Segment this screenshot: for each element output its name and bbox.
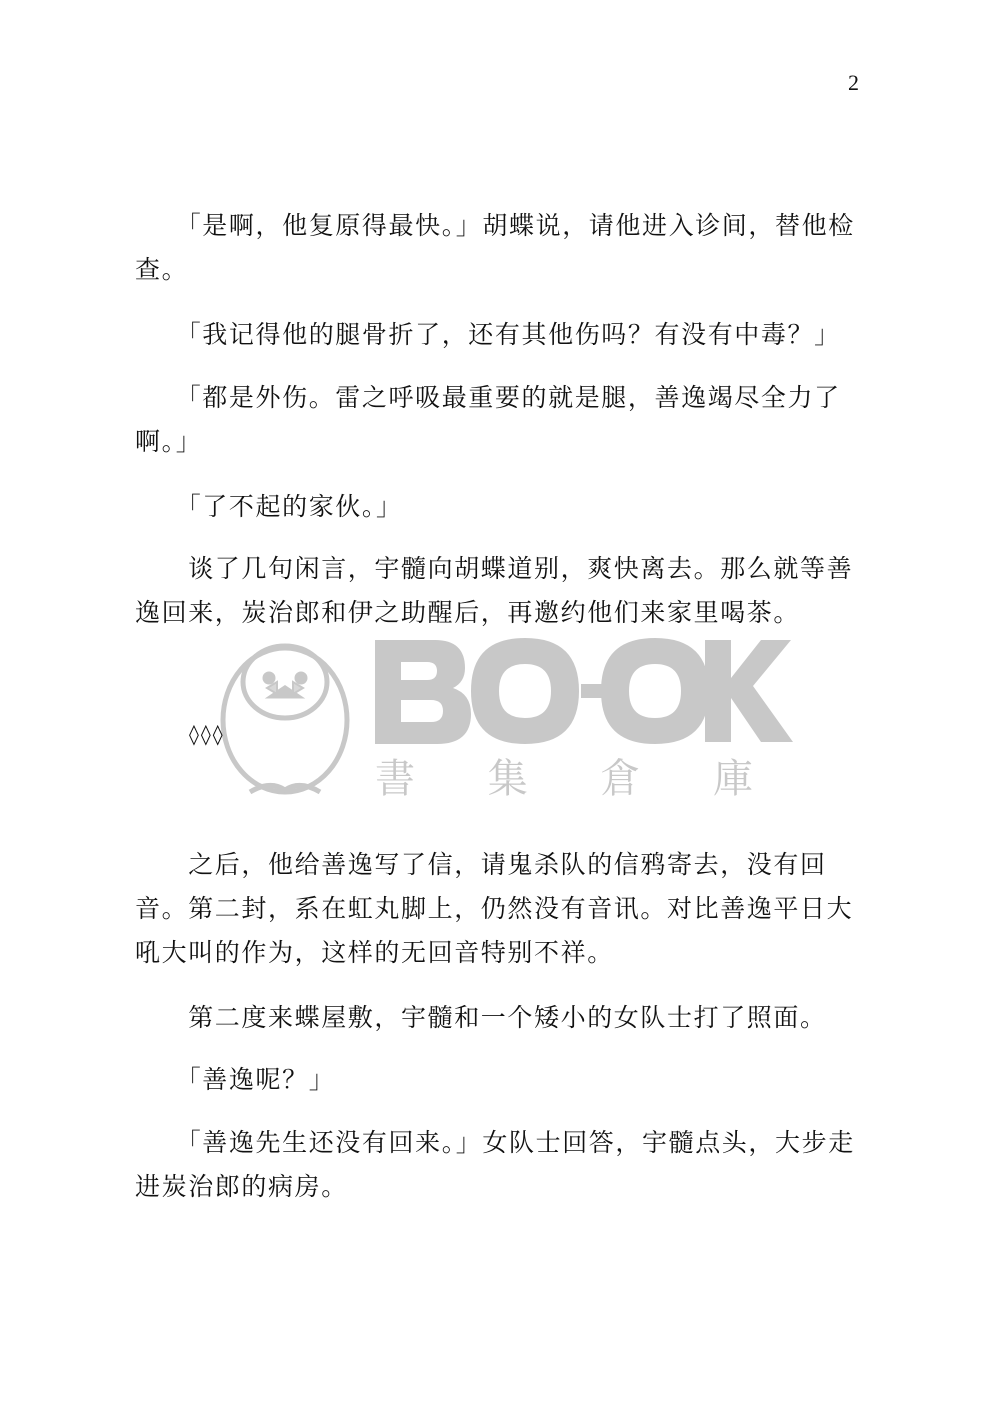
paragraph: 「善逸先生还没有回来。」女队士回答，宇髓点头，大步走进炭治郎的病房。 — [135, 1128, 855, 1201]
paragraph: 第二度来蝶屋敷，宇髓和一个矮小的女队士打了照面。 — [135, 1003, 827, 1032]
watermark-subtitle: 書 集 倉 庫 — [375, 756, 784, 802]
section-separator: ◊◊◊ — [189, 722, 225, 746]
paragraph: 「善逸呢？」 — [135, 1065, 336, 1094]
paragraph: 谈了几句闲言，宇髓向胡蝶道别，爽快离去。那么就等善逸回来，炭治郎和伊之助醒后，再邀约他们来家里喝茶。 — [135, 554, 854, 627]
page-number: 2 — [848, 70, 859, 95]
paragraph: 「我记得他的腿骨折了，还有其他伤吗？有没有中毒？」 — [135, 320, 841, 349]
paragraph: 「是啊，他复原得最快。」胡蝶说，请他进入诊间，替他检查。 — [135, 211, 855, 284]
paragraph: 之后，他给善逸写了信，请鬼杀队的信鸦寄去，没有回音。第二封，系在虹丸脚上，仍然没有音讯。对比善逸平日大吼大叫的作为，这样的无回音特别不祥。 — [135, 850, 854, 967]
paragraph: 「了不起的家伙。」 — [135, 492, 403, 521]
penguin-mascot-icon — [223, 646, 347, 792]
paragraph: 「都是外伤。雷之呼吸最重要的就是腿，善逸竭尽全力了啊。」 — [135, 383, 841, 456]
booky-watermark — [215, 620, 795, 810]
booky-logo-icon — [375, 638, 793, 744]
